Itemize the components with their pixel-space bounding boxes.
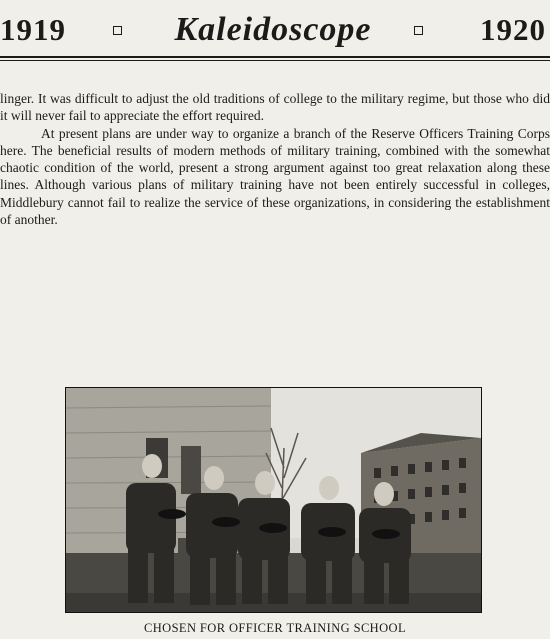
photograph xyxy=(66,388,481,612)
page-header xyxy=(0,0,550,66)
header-year-right: 1920 xyxy=(480,12,546,47)
body-text xyxy=(0,90,550,228)
square-ornament-icon xyxy=(414,26,423,35)
photograph-five-cadets-icon xyxy=(66,388,481,612)
paragraph: At present plans are under way to organize a branch of the Reserve Officers Training Corps here. The beneficial results of modern methods of military training, combined with the somewhat chaotic condition of the world, present a strong argument against too great relaxation along these lines. Although various plans of military training have not been entirely successful in colleges, Middlebury cannot fail to realize the service of these organizations, in considering the establishment of another. xyxy=(0,125,550,228)
header-rule-thin xyxy=(0,60,550,61)
photo-caption: CHOSEN FOR OFFICER TRAINING SCHOOL xyxy=(143,621,406,635)
header-title: Kaleidoscope xyxy=(174,11,372,48)
paragraph: linger. It was difficult to adjust the old traditions of college to the military regime, but those who did it will never fail to appreciate the effort required. xyxy=(0,91,550,124)
header-year-left: 1919 xyxy=(0,12,66,47)
header-rule xyxy=(0,56,550,58)
square-ornament-icon xyxy=(113,26,122,35)
